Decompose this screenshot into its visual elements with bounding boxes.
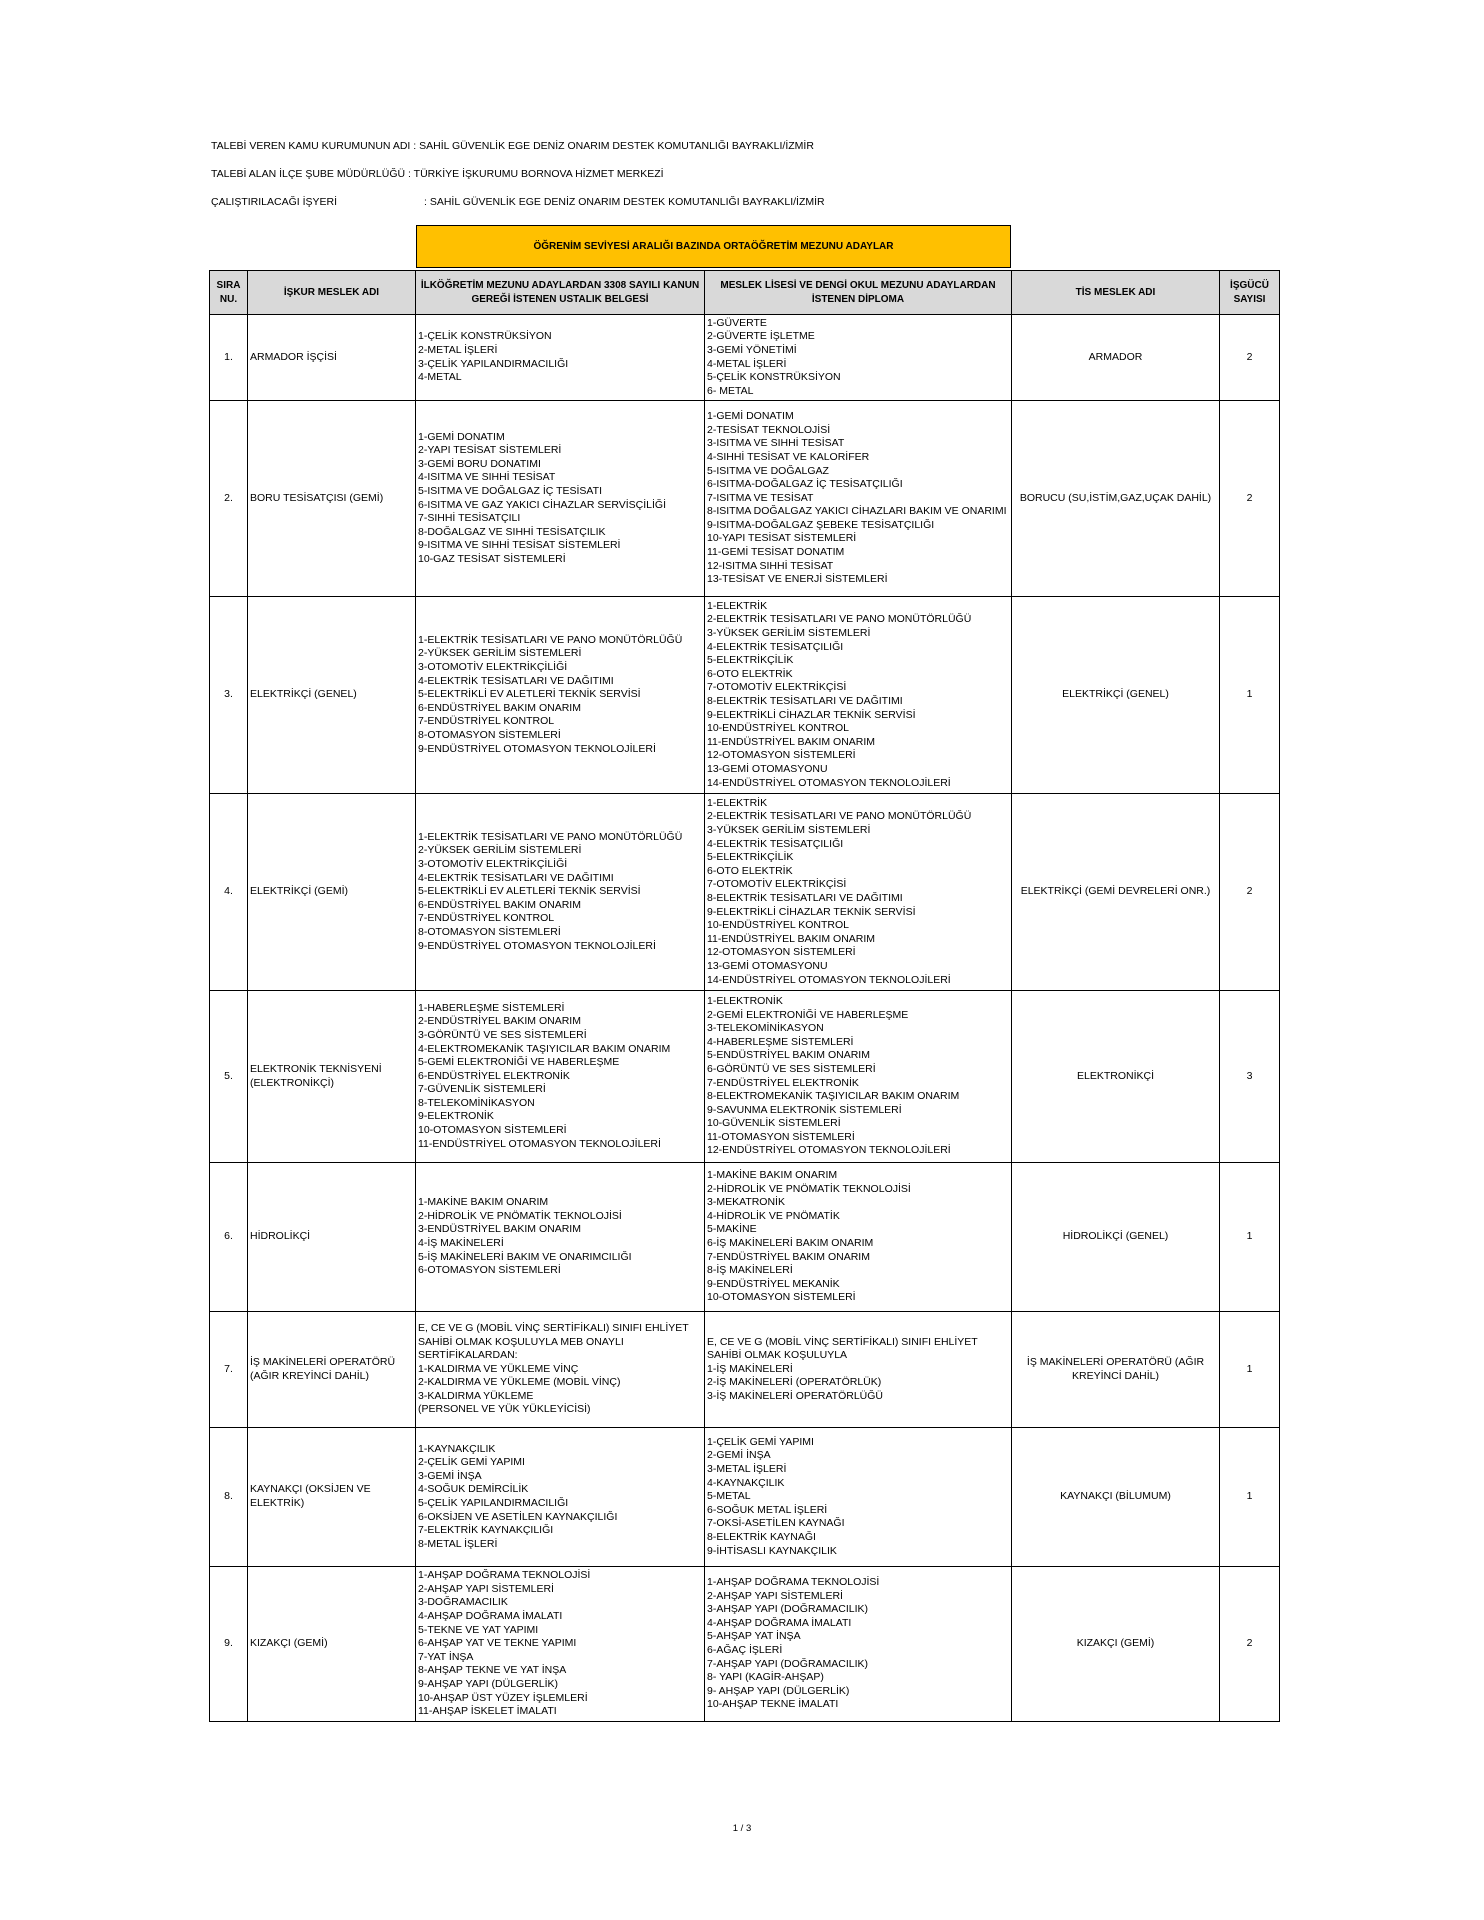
- ustalik-list: [416, 991, 705, 1163]
- list-item: 6-OTO ELEKTRİK: [707, 864, 793, 877]
- list-item: 3-GEMİ YÖNETİMİ: [707, 343, 797, 356]
- list-item: 3-OTOMOTİV ELEKTRİKÇİLİĞİ: [418, 858, 568, 871]
- list-item: 3-OTOMOTİV ELEKTRİKÇİLİĞİ: [418, 661, 568, 674]
- occupation-name: KIZAKÇI (GEMİ): [248, 1567, 416, 1722]
- list-item: 8-ELEKTRİK KAYNAĞI: [707, 1530, 816, 1543]
- list-item: 4-METAL İŞLERİ: [707, 357, 787, 370]
- list-item: 11-ENDÜSTRİYEL BAKIM ONARIM: [707, 735, 876, 748]
- list-item: 1-ELEKTRİK: [707, 599, 768, 612]
- list-item: 10-OTOMASYON SİSTEMLERİ: [707, 1291, 856, 1304]
- list-item: 3-YÜKSEK GERİLİM SİSTEMLERİ: [707, 824, 871, 837]
- occupation-name: HİDROLİKÇİ: [248, 1163, 416, 1312]
- header-value: : SAHİL GÜVENLİK EGE DENİZ ONARIM DESTEK KOMUTANLIĞI BAYRAKLI/İZMİR: [413, 140, 814, 152]
- ustalik-list: [416, 1567, 705, 1722]
- list-item: 2-İŞ MAKİNELERİ (OPERATÖRLÜK): [707, 1376, 882, 1389]
- list-item: 1-İŞ MAKİNELERİ: [707, 1362, 793, 1375]
- list-item: 3-METAL İŞLERİ: [707, 1463, 787, 1476]
- list-item: 5-ISITMA VE DOĞALGAZ İÇ TESİSATI: [418, 484, 602, 497]
- list-item: 1-KAYNAKÇILIK: [418, 1442, 496, 1455]
- list-item: 1-MAKİNE BAKIM ONARIM: [707, 1169, 838, 1182]
- diploma-list: [705, 794, 1012, 991]
- list-item: 3-AHŞAP YAPI (DOĞRAMACILIK): [707, 1603, 869, 1616]
- workforce-count: 2: [1220, 315, 1280, 401]
- ustalik-list: [416, 315, 705, 401]
- row-number: 2.: [210, 401, 248, 597]
- ustalik-list: [416, 794, 705, 991]
- list-item: 7-ELEKTRİK KAYNAKÇILIĞI: [418, 1524, 554, 1537]
- list-item: 4-METAL: [418, 371, 462, 384]
- col-header-meslek: İŞKUR MESLEK ADI: [248, 271, 416, 315]
- list-item: 6-ISITMA-DOĞALGAZ İÇ TESİSATÇILIĞI: [707, 478, 903, 491]
- diploma-list: [705, 1163, 1012, 1312]
- header-value: : TÜRKİYE İŞKURUMU BORNOVA HİZMET MERKEZİ: [408, 168, 664, 180]
- workforce-count: 1: [1220, 1428, 1280, 1567]
- list-item: 6-AĞAÇ İŞLERİ: [707, 1644, 783, 1656]
- tis-occupation-name: ELEKTRİKÇİ (GENEL): [1012, 597, 1220, 794]
- list-item: 3-KALDIRMA YÜKLEME: [418, 1389, 534, 1402]
- col-header-no: SIRA NU.: [210, 271, 248, 315]
- list-item: 2-YAPI TESİSAT SİSTEMLERİ: [418, 444, 562, 457]
- list-item: 8-TELEKOMİNİKASYON: [418, 1096, 535, 1109]
- list-item: 7-ENDÜSTRİYEL BAKIM ONARIM: [707, 1250, 870, 1263]
- list-item: 8-İŞ MAKİNELERİ: [707, 1264, 793, 1277]
- list-item: 1-ÇELİK KONSTRÜKSİYON: [418, 330, 552, 343]
- section-banner: ÖĞRENİM SEVİYESİ ARALIĞI BAZINDA ORTAÖĞRETİM MEZUNU ADAYLAR: [416, 225, 1011, 268]
- occupation-name: ELEKTRONİK TEKNİSYENİ (ELEKTRONİKÇİ): [248, 991, 416, 1163]
- list-item: 5-ELEKTRİKÇİLİK: [707, 654, 794, 667]
- list-item: 5-TEKNE VE YAT YAPIMI: [418, 1623, 539, 1636]
- list-item: 13-GEMİ OTOMASYONU: [707, 762, 828, 775]
- list-item: 6-İŞ MAKİNELERİ BAKIM ONARIM: [707, 1237, 874, 1249]
- table-row: [210, 1312, 1280, 1428]
- list-item: 10-GÜVENLİK SİSTEMLERİ: [707, 1117, 841, 1130]
- list-item: 2-HİDROLİK VE PNÖMATİK TEKNOLOJİSİ: [707, 1182, 911, 1195]
- list-item: 7-ENDÜSTRİYEL ELEKTRONİK: [707, 1076, 859, 1089]
- ustalik-list: [416, 1312, 705, 1428]
- list-item: 4-KAYNAKÇILIK: [707, 1476, 785, 1489]
- ustalik-list: [416, 597, 705, 794]
- list-item: 1-GEMİ DONATIM: [707, 410, 794, 423]
- list-item: 12-OTOMASYON SİSTEMLERİ: [707, 749, 856, 762]
- list-item: 6-AHŞAP YAT VE TEKNE YAPIMI: [418, 1637, 577, 1650]
- list-item: 5-ELEKTRİKÇİLİK: [707, 851, 794, 864]
- list-item: 6-ENDÜSTRİYEL BAKIM ONARIM: [418, 701, 581, 714]
- list-item: 8-DOĞALGAZ VE SIHHİ TESİSATÇILIK: [418, 525, 606, 538]
- list-item: 1-ELEKTRONİK: [707, 994, 783, 1007]
- list-item: 7-AHŞAP YAPI (DOĞRAMACILIK): [707, 1657, 869, 1670]
- table-row: [210, 401, 1280, 597]
- list-item: 4-HABERLEŞME SİSTEMLERİ: [707, 1035, 854, 1048]
- list-item: 3-ISITMA VE SIHHİ TESİSAT: [707, 437, 845, 450]
- col-header-tis: TİS MESLEK ADI: [1012, 271, 1220, 315]
- list-item: 8-OTOMASYON SİSTEMLERİ: [418, 925, 561, 938]
- list-item: 4-ELEKTRİK TESİSATLARI VE DAĞITIMI: [418, 871, 614, 884]
- workforce-count: 2: [1220, 1567, 1280, 1722]
- workforce-count: 2: [1220, 794, 1280, 991]
- table-row: [210, 1428, 1280, 1567]
- list-item: 2-YÜKSEK GERİLİM SİSTEMLERİ: [418, 647, 582, 660]
- list-item: 4-AHŞAP DOĞRAMA İMALATI: [418, 1610, 563, 1623]
- list-item: 3-GEMİ BORU DONATIMI: [418, 457, 541, 470]
- list-item: 9-ISITMA VE SIHHİ TESİSAT SİSTEMLERİ: [418, 539, 621, 552]
- occupation-name: ELEKTRİKÇİ (GENEL): [248, 597, 416, 794]
- list-item: 12-ISITMA SIHHİ TESİSAT: [707, 559, 834, 572]
- list-item: 3-YÜKSEK GERİLİM SİSTEMLERİ: [707, 627, 871, 640]
- list-item: 6-OTOMASYON SİSTEMLERİ: [418, 1264, 561, 1277]
- list-item: 8-ELEKTROMEKANİK TAŞIYICILAR BAKIM ONARIM: [707, 1090, 960, 1103]
- list-item: 4-SOĞUK DEMİRCİLİK: [418, 1483, 529, 1496]
- list-item: 1-GÜVERTE: [707, 316, 767, 329]
- list-item: 5-METAL: [707, 1490, 751, 1503]
- list-item: 5-ÇELİK KONSTRÜKSİYON: [707, 371, 841, 384]
- col-header-diploma: MESLEK LİSESİ VE DENGİ OKUL MEZUNU ADAYLARDAN İSTENEN DİPLOMA: [705, 271, 1012, 315]
- col-header-isgucu: İŞGÜCÜ SAYISI: [1220, 271, 1280, 315]
- list-item: 2-TESİSAT TEKNOLOJİSİ: [707, 423, 831, 436]
- occupation-name: BORU TESİSATÇISI (GEMİ): [248, 401, 416, 597]
- list-item: 3-DOĞRAMACILIK: [418, 1596, 508, 1609]
- table-row: [210, 1163, 1280, 1312]
- diploma-list: [705, 991, 1012, 1163]
- list-item: 1-ELEKTRİK TESİSATLARI VE PANO MONÜTÖRLÜĞÜ: [418, 830, 683, 843]
- list-item: 10-GAZ TESİSAT SİSTEMLERİ: [418, 552, 566, 565]
- list-item: 3-MEKATRONİK: [707, 1196, 785, 1209]
- row-number: 1.: [210, 315, 248, 401]
- list-item: 10-ENDÜSTRİYEL KONTROL: [707, 722, 849, 735]
- list-item: 4-ELEKTROMEKANİK TAŞIYICILAR BAKIM ONARIM: [418, 1042, 671, 1055]
- row-number: 7.: [210, 1312, 248, 1428]
- list-item: 2-ELEKTRİK TESİSATLARI VE PANO MONÜTÖRLÜĞÜ: [707, 810, 972, 823]
- list-item: 7-ENDÜSTRİYEL KONTROL: [418, 912, 555, 925]
- list-item: 5-ENDÜSTRİYEL BAKIM ONARIM: [707, 1049, 870, 1062]
- list-item: 7-ISITMA VE TESİSAT: [707, 491, 814, 504]
- row-number: 6.: [210, 1163, 248, 1312]
- workforce-count: 2: [1220, 401, 1280, 597]
- list-item: 1-AHŞAP DOĞRAMA TEKNOLOJİSİ: [418, 1569, 591, 1582]
- list-item: 1-KALDIRMA VE YÜKLEME VİNÇ: [418, 1362, 579, 1375]
- list-item: 5-GEMİ ELEKTRONİĞİ VE HABERLEŞME: [418, 1056, 620, 1069]
- row-number: 3.: [210, 597, 248, 794]
- list-item: 4-ELEKTRİK TESİSATÇILIĞI: [707, 837, 844, 850]
- occupation-name: ARMADOR İŞÇİSİ: [248, 315, 416, 401]
- row-number: 8.: [210, 1428, 248, 1567]
- list-item: 11-OTOMASYON SİSTEMLERİ: [707, 1130, 855, 1143]
- list-item: 4-HİDROLİK VE PNÖMATİK: [707, 1209, 840, 1222]
- list-item: 10-AHŞAP ÜST YÜZEY İŞLEMLERİ: [418, 1691, 588, 1704]
- workforce-count: 3: [1220, 991, 1280, 1163]
- list-item: 4-SIHHİ TESİSAT VE KALORİFER: [707, 450, 870, 463]
- occupation-name: ELEKTRİKÇİ (GEMİ): [248, 794, 416, 991]
- workforce-count: 1: [1220, 597, 1280, 794]
- list-item: 1-ÇELİK GEMİ YAPIMI: [707, 1435, 814, 1448]
- list-item: 6-OKSİJEN VE ASETİLEN KAYNAKÇILIĞI: [418, 1510, 618, 1523]
- tis-occupation-name: KAYNAKÇI (BİLUMUM): [1012, 1428, 1220, 1567]
- list-item: 9-SAVUNMA ELEKTRONİK SİSTEMLERİ: [707, 1103, 902, 1116]
- list-item: 9- AHŞAP YAPI (DÜLGERLİK): [707, 1684, 850, 1697]
- list-item: 12-ENDÜSTRİYEL OTOMASYON TEKNOLOJİLERİ: [707, 1144, 951, 1157]
- list-item: 7-OTOMOTİV ELEKTRİKÇİSİ: [707, 681, 847, 694]
- ustalik-list: [416, 401, 705, 597]
- diploma-list: [705, 1567, 1012, 1722]
- tis-occupation-name: KIZAKÇI (GEMİ): [1012, 1567, 1220, 1722]
- diploma-list: [705, 401, 1012, 597]
- list-item: 7-GÜVENLİK SİSTEMLERİ: [418, 1083, 546, 1096]
- list-item: 14-ENDÜSTRİYEL OTOMASYON TEKNOLOJİLERİ: [707, 776, 951, 789]
- list-item: 6-OTO ELEKTRİK: [707, 667, 793, 680]
- list-item: 2-KALDIRMA VE YÜKLEME (MOBİL VİNÇ): [418, 1376, 621, 1389]
- diploma-list: [705, 597, 1012, 794]
- diploma-list: [705, 1312, 1012, 1428]
- list-item: 5-MAKİNE: [707, 1223, 757, 1236]
- list-item: 10-ENDÜSTRİYEL KONTROL: [707, 919, 849, 932]
- list-item: 9-ISITMA-DOĞALGAZ ŞEBEKE TESİSATÇILIĞI: [707, 518, 935, 531]
- table-row: [210, 1567, 1280, 1722]
- list-item: 7-OKSİ-ASETİLEN KAYNAĞI: [707, 1517, 845, 1530]
- list-item: 6-GÖRÜNTÜ VE SES SİSTEMLERİ: [707, 1062, 876, 1075]
- workforce-count: 1: [1220, 1163, 1280, 1312]
- list-item: 3-İŞ MAKİNELERİ OPERATÖRLÜĞÜ: [707, 1389, 884, 1402]
- list-item: 8- YAPI (KAGİR-AHŞAP): [707, 1671, 824, 1684]
- list-item: 3-GEMİ İNŞA: [418, 1469, 482, 1482]
- tis-occupation-name: ELEKTRONİKÇİ: [1012, 991, 1220, 1163]
- list-item: 2-GÜVERTE İŞLETME: [707, 330, 815, 343]
- row-number: 9.: [210, 1567, 248, 1722]
- header-line-kurum: [211, 140, 814, 152]
- list-item: 6- METAL: [707, 384, 754, 397]
- list-item: 1-AHŞAP DOĞRAMA TEKNOLOJİSİ: [707, 1576, 880, 1589]
- list-item: 1-HABERLEŞME SİSTEMLERİ: [418, 1001, 565, 1014]
- list-item: 4-AHŞAP DOĞRAMA İMALATI: [707, 1616, 852, 1629]
- list-item: 3-GÖRÜNTÜ VE SES SİSTEMLERİ: [418, 1028, 587, 1041]
- header-line-isyeri: [211, 196, 825, 208]
- list-item: 10-YAPI TESİSAT SİSTEMLERİ: [707, 532, 857, 545]
- diploma-list: [705, 315, 1012, 401]
- list-item: (PERSONEL VE YÜK YÜKLEYİCİSİ): [418, 1403, 591, 1416]
- tis-occupation-name: BORUCU (SU,İSTİM,GAZ,UÇAK DAHİL): [1012, 401, 1220, 597]
- list-item: 6-ISITMA VE GAZ YAKICI CİHAZLAR SERVİSÇİLİĞİ: [418, 498, 666, 511]
- list-item: 12-OTOMASYON SİSTEMLERİ: [707, 946, 856, 959]
- list-item: 3-ENDÜSTRİYEL BAKIM ONARIM: [418, 1223, 581, 1236]
- list-item: 9-İHTİSASLI KAYNAKÇILIK: [707, 1544, 837, 1557]
- list-item: 2-YÜKSEK GERİLİM SİSTEMLERİ: [418, 844, 582, 857]
- list-item: 2-ELEKTRİK TESİSATLARI VE PANO MONÜTÖRLÜĞÜ: [707, 613, 972, 626]
- col-header-ustalik: İLKÖĞRETİM MEZUNU ADAYLARDAN 3308 SAYILI KANUN GEREĞİ İSTENEN USTALIK BELGESİ: [416, 271, 705, 315]
- diploma-list: [705, 1428, 1012, 1567]
- page-number: 1 / 3: [732, 1823, 752, 1834]
- list-item: 11-AHŞAP İSKELET İMALATI: [418, 1705, 557, 1718]
- table-header-row: [210, 271, 1280, 315]
- row-number: 4.: [210, 794, 248, 991]
- list-item: 7-OTOMOTİV ELEKTRİKÇİSİ: [707, 878, 847, 891]
- list-item: 4-ELEKTRİK TESİSATLARI VE DAĞITIMI: [418, 674, 614, 687]
- list-item: 10-AHŞAP TEKNE İMALATI: [707, 1698, 839, 1711]
- list-item: 5-ELEKTRİKLİ EV ALETLERİ TEKNİK SERVİSİ: [418, 885, 641, 898]
- list-item: 10-OTOMASYON SİSTEMLERİ: [418, 1124, 567, 1137]
- list-item: 2-METAL İŞLERİ: [418, 343, 498, 356]
- workforce-count: 1: [1220, 1312, 1280, 1428]
- tis-occupation-name: ARMADOR: [1012, 315, 1220, 401]
- list-item: 2-HİDROLİK VE PNÖMATİK TEKNOLOJİSİ: [418, 1209, 622, 1222]
- list-item: 1-ELEKTRİK TESİSATLARI VE PANO MONÜTÖRLÜĞÜ: [418, 633, 683, 646]
- list-item: 2-ÇELİK GEMİ YAPIMI: [418, 1456, 525, 1469]
- list-item: 11-ENDÜSTRİYEL BAKIM ONARIM: [707, 932, 876, 945]
- list-item: 13-TESİSAT VE ENERJİ SİSTEMLERİ: [707, 573, 888, 586]
- list-item: 7-YAT İNŞA: [418, 1650, 474, 1663]
- list-item: 8-OTOMASYON SİSTEMLERİ: [418, 728, 561, 741]
- list-item: 3-TELEKOMİNİKASYON: [707, 1022, 824, 1035]
- list-item: 4-ISITMA VE SIHHİ TESİSAT: [418, 471, 556, 484]
- list-item: 6-ENDÜSTRİYEL BAKIM ONARIM: [418, 898, 581, 911]
- row-number: 5.: [210, 991, 248, 1163]
- list-item: 2-ENDÜSTRİYEL BAKIM ONARIM: [418, 1015, 581, 1028]
- table-row: [210, 991, 1280, 1163]
- list-item: 9-AHŞAP YAPI (DÜLGERLİK): [418, 1677, 559, 1690]
- list-item: 8-METAL İŞLERİ: [418, 1537, 498, 1550]
- list-item: 9-ENDÜSTRİYEL OTOMASYON TEKNOLOJİLERİ: [418, 742, 656, 755]
- list-item: 5-ÇELİK YAPILANDIRMACILIĞI: [418, 1497, 569, 1509]
- ustalik-list: [416, 1163, 705, 1312]
- list-item: 7-ENDÜSTRİYEL KONTROL: [418, 715, 555, 728]
- ustalik-list: [416, 1428, 705, 1567]
- list-item: 11-ENDÜSTRİYEL OTOMASYON TEKNOLOJİLERİ: [418, 1137, 661, 1150]
- list-item: 5-ISITMA VE DOĞALGAZ: [707, 464, 829, 477]
- header-line-sube: [211, 168, 664, 180]
- tis-occupation-name: ELEKTRİKÇİ (GEMİ DEVRELERİ ONR.): [1012, 794, 1220, 991]
- occupation-name: İŞ MAKİNELERİ OPERATÖRÜ (AĞIR KREYİNCİ DAHİL): [248, 1312, 416, 1428]
- list-item: 8-ELEKTRİK TESİSATLARI VE DAĞITIMI: [707, 695, 903, 707]
- list-item: 1-ELEKTRİK: [707, 796, 768, 809]
- occupation-table: [209, 270, 1280, 1722]
- list-item: 5-AHŞAP YAT İNŞA: [707, 1630, 801, 1643]
- list-item: 7-SIHHİ TESİSATÇILI: [418, 512, 521, 525]
- list-item: 5-ELEKTRİKLİ EV ALETLERİ TEKNİK SERVİSİ: [418, 688, 641, 701]
- list-item: 2-GEMİ İNŞA: [707, 1449, 771, 1462]
- list-item: 4-ELEKTRİK TESİSATÇILIĞI: [707, 640, 844, 653]
- list-item: 13-GEMİ OTOMASYONU: [707, 959, 828, 972]
- header-value: : SAHİL GÜVENLİK EGE DENİZ ONARIM DESTEK KOMUTANLIĞI BAYRAKLI/İZMİR: [424, 196, 825, 208]
- list-item: E, CE VE G (MOBİL VİNÇ SERTİFİKALI) SINIFI EHLİYET SAHİBİ OLMAK KOŞULUYLA: [707, 1335, 978, 1362]
- table-row: [210, 315, 1280, 401]
- list-item: 1-MAKİNE BAKIM ONARIM: [418, 1196, 549, 1209]
- header-label: TALEBİ VEREN KAMU KURUMUNUN ADI: [211, 140, 411, 152]
- list-item: 9-ELEKTRİKLİ CİHAZLAR TEKNİK SERVİSİ: [707, 708, 916, 721]
- header-label: ÇALIŞTIRILACAĞI İŞYERİ: [211, 196, 338, 208]
- list-item: 8-AHŞAP TEKNE VE YAT İNŞA: [418, 1664, 567, 1677]
- list-item: 9-ENDÜSTRİYEL MEKANİK: [707, 1277, 840, 1290]
- list-item: 11-GEMİ TESİSAT DONATIM: [707, 546, 845, 559]
- table-row: [210, 597, 1280, 794]
- tis-occupation-name: HİDROLİKÇİ (GENEL): [1012, 1163, 1220, 1312]
- list-item: 2-AHŞAP YAPI SİSTEMLERİ: [418, 1582, 554, 1595]
- list-item: 9-ELEKTRİKLİ CİHAZLAR TEKNİK SERVİSİ: [707, 905, 916, 918]
- list-item: 8-ISITMA DOĞALGAZ YAKICI CİHAZLARI BAKIM VE ONARIMI: [707, 505, 1007, 518]
- list-item: 8-ELEKTRİK TESİSATLARI VE DAĞITIMI: [707, 892, 903, 904]
- header-label: TALEBİ ALAN İLÇE ŞUBE MÜDÜRLÜĞÜ: [211, 168, 406, 180]
- list-item: 1-GEMİ DONATIM: [418, 430, 505, 443]
- list-item: 2-AHŞAP YAPI SİSTEMLERİ: [707, 1589, 843, 1602]
- list-item: 9-ELEKTRONİK: [418, 1110, 494, 1123]
- occupation-name: KAYNAKÇI (OKSİJEN VE ELEKTRİK): [248, 1428, 416, 1567]
- list-item: 5-İŞ MAKİNELERİ BAKIM VE ONARIMCILIĞI: [418, 1250, 632, 1263]
- list-item: 4-İŞ MAKİNELERİ: [418, 1237, 504, 1249]
- list-item: E, CE VE G (MOBİL VİNÇ SERTİFİKALI) SINIFI EHLİYET SAHİBİ OLMAK KOŞULUYLA MEB ONAYLI SERTİFİKALARDAN:: [418, 1321, 689, 1362]
- list-item: 6-SOĞUK METAL İŞLERİ: [707, 1503, 828, 1516]
- list-item: 3-ÇELİK YAPILANDIRMACILIĞI: [418, 357, 569, 370]
- list-item: 2-GEMİ ELEKTRONİĞİ VE HABERLEŞME: [707, 1008, 909, 1021]
- list-item: 14-ENDÜSTRİYEL OTOMASYON TEKNOLOJİLERİ: [707, 973, 951, 986]
- tis-occupation-name: İŞ MAKİNELERİ OPERATÖRÜ (AĞIR KREYİNCİ DAHİL): [1012, 1312, 1220, 1428]
- list-item: 9-ENDÜSTRİYEL OTOMASYON TEKNOLOJİLERİ: [418, 939, 656, 952]
- list-item: 6-ENDÜSTRİYEL ELEKTRONİK: [418, 1069, 570, 1082]
- table-row: [210, 794, 1280, 991]
